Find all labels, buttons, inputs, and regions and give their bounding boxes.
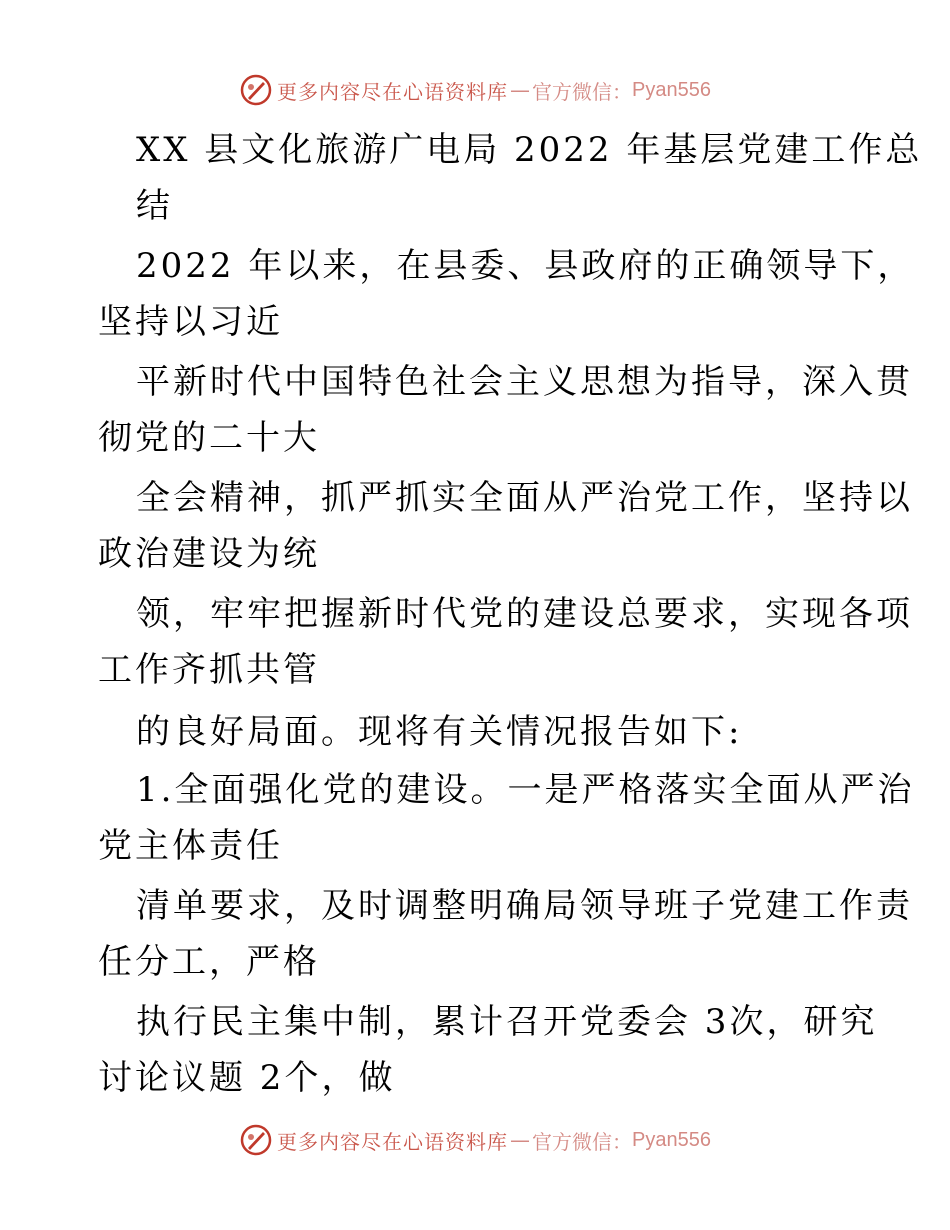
doc-title-line-2: 结 xyxy=(136,186,173,226)
paragraph-line: 党主体责任 xyxy=(98,826,283,866)
watermark-site-text: 更多内容尽在心语资料库 xyxy=(277,79,509,104)
watermark-wechat-label: 官方微信： xyxy=(532,1129,633,1154)
paragraph-line: 讨论议题 2个，做 xyxy=(98,1058,396,1098)
paragraph-line: 平新时代中国特色社会主义思想为指导，深入贯 xyxy=(136,362,913,402)
watermark-banner-top xyxy=(0,70,950,110)
paragraph-line: 清单要求，及时调整明确局领导班子党建工作责 xyxy=(136,886,913,926)
quill-logo-icon xyxy=(239,73,273,107)
watermark-site-text: 更多内容尽在心语资料库 xyxy=(277,1129,509,1154)
watermark-wechat-label: 官方微信： xyxy=(532,79,633,104)
watermark-separator: — xyxy=(510,78,531,102)
paragraph-line: 全会精神，抓严抓实全面从严治党工作，坚持以 xyxy=(136,478,913,518)
paragraph-line: 领，牢牢把握新时代党的建设总要求，实现各项 xyxy=(136,594,913,634)
watermark-wechat-id: Pyan556 xyxy=(632,1128,711,1151)
watermark-banner-bottom xyxy=(0,1120,950,1160)
paragraph-line: 2022 年以来，在县委、县政府的正确领导下， xyxy=(136,246,915,286)
quill-logo-icon xyxy=(239,1123,273,1157)
watermark-separator: — xyxy=(510,1128,531,1152)
paragraph-line: 政治建设为统 xyxy=(98,534,320,574)
paragraph-line: 1.全面强化党的建设。一是严格落实全面从严治 xyxy=(136,770,915,810)
paragraph-line: 彻党的二十大 xyxy=(98,418,320,458)
paragraph-line: 的良好局面。现将有关情况报告如下: xyxy=(136,712,743,752)
paragraph-line: 坚持以习近 xyxy=(98,302,283,342)
paragraph-line: 执行民主集中制，累计召开党委会 3次，研究 xyxy=(136,1002,878,1042)
watermark-wechat-id: Pyan556 xyxy=(632,78,711,101)
doc-title-line-1: XX 县文化旅游广电局 2022 年基层党建工作总 xyxy=(136,130,923,170)
paragraph-line: 任分工，严格 xyxy=(98,942,320,982)
paragraph-line: 工作齐抓共管 xyxy=(98,650,320,690)
